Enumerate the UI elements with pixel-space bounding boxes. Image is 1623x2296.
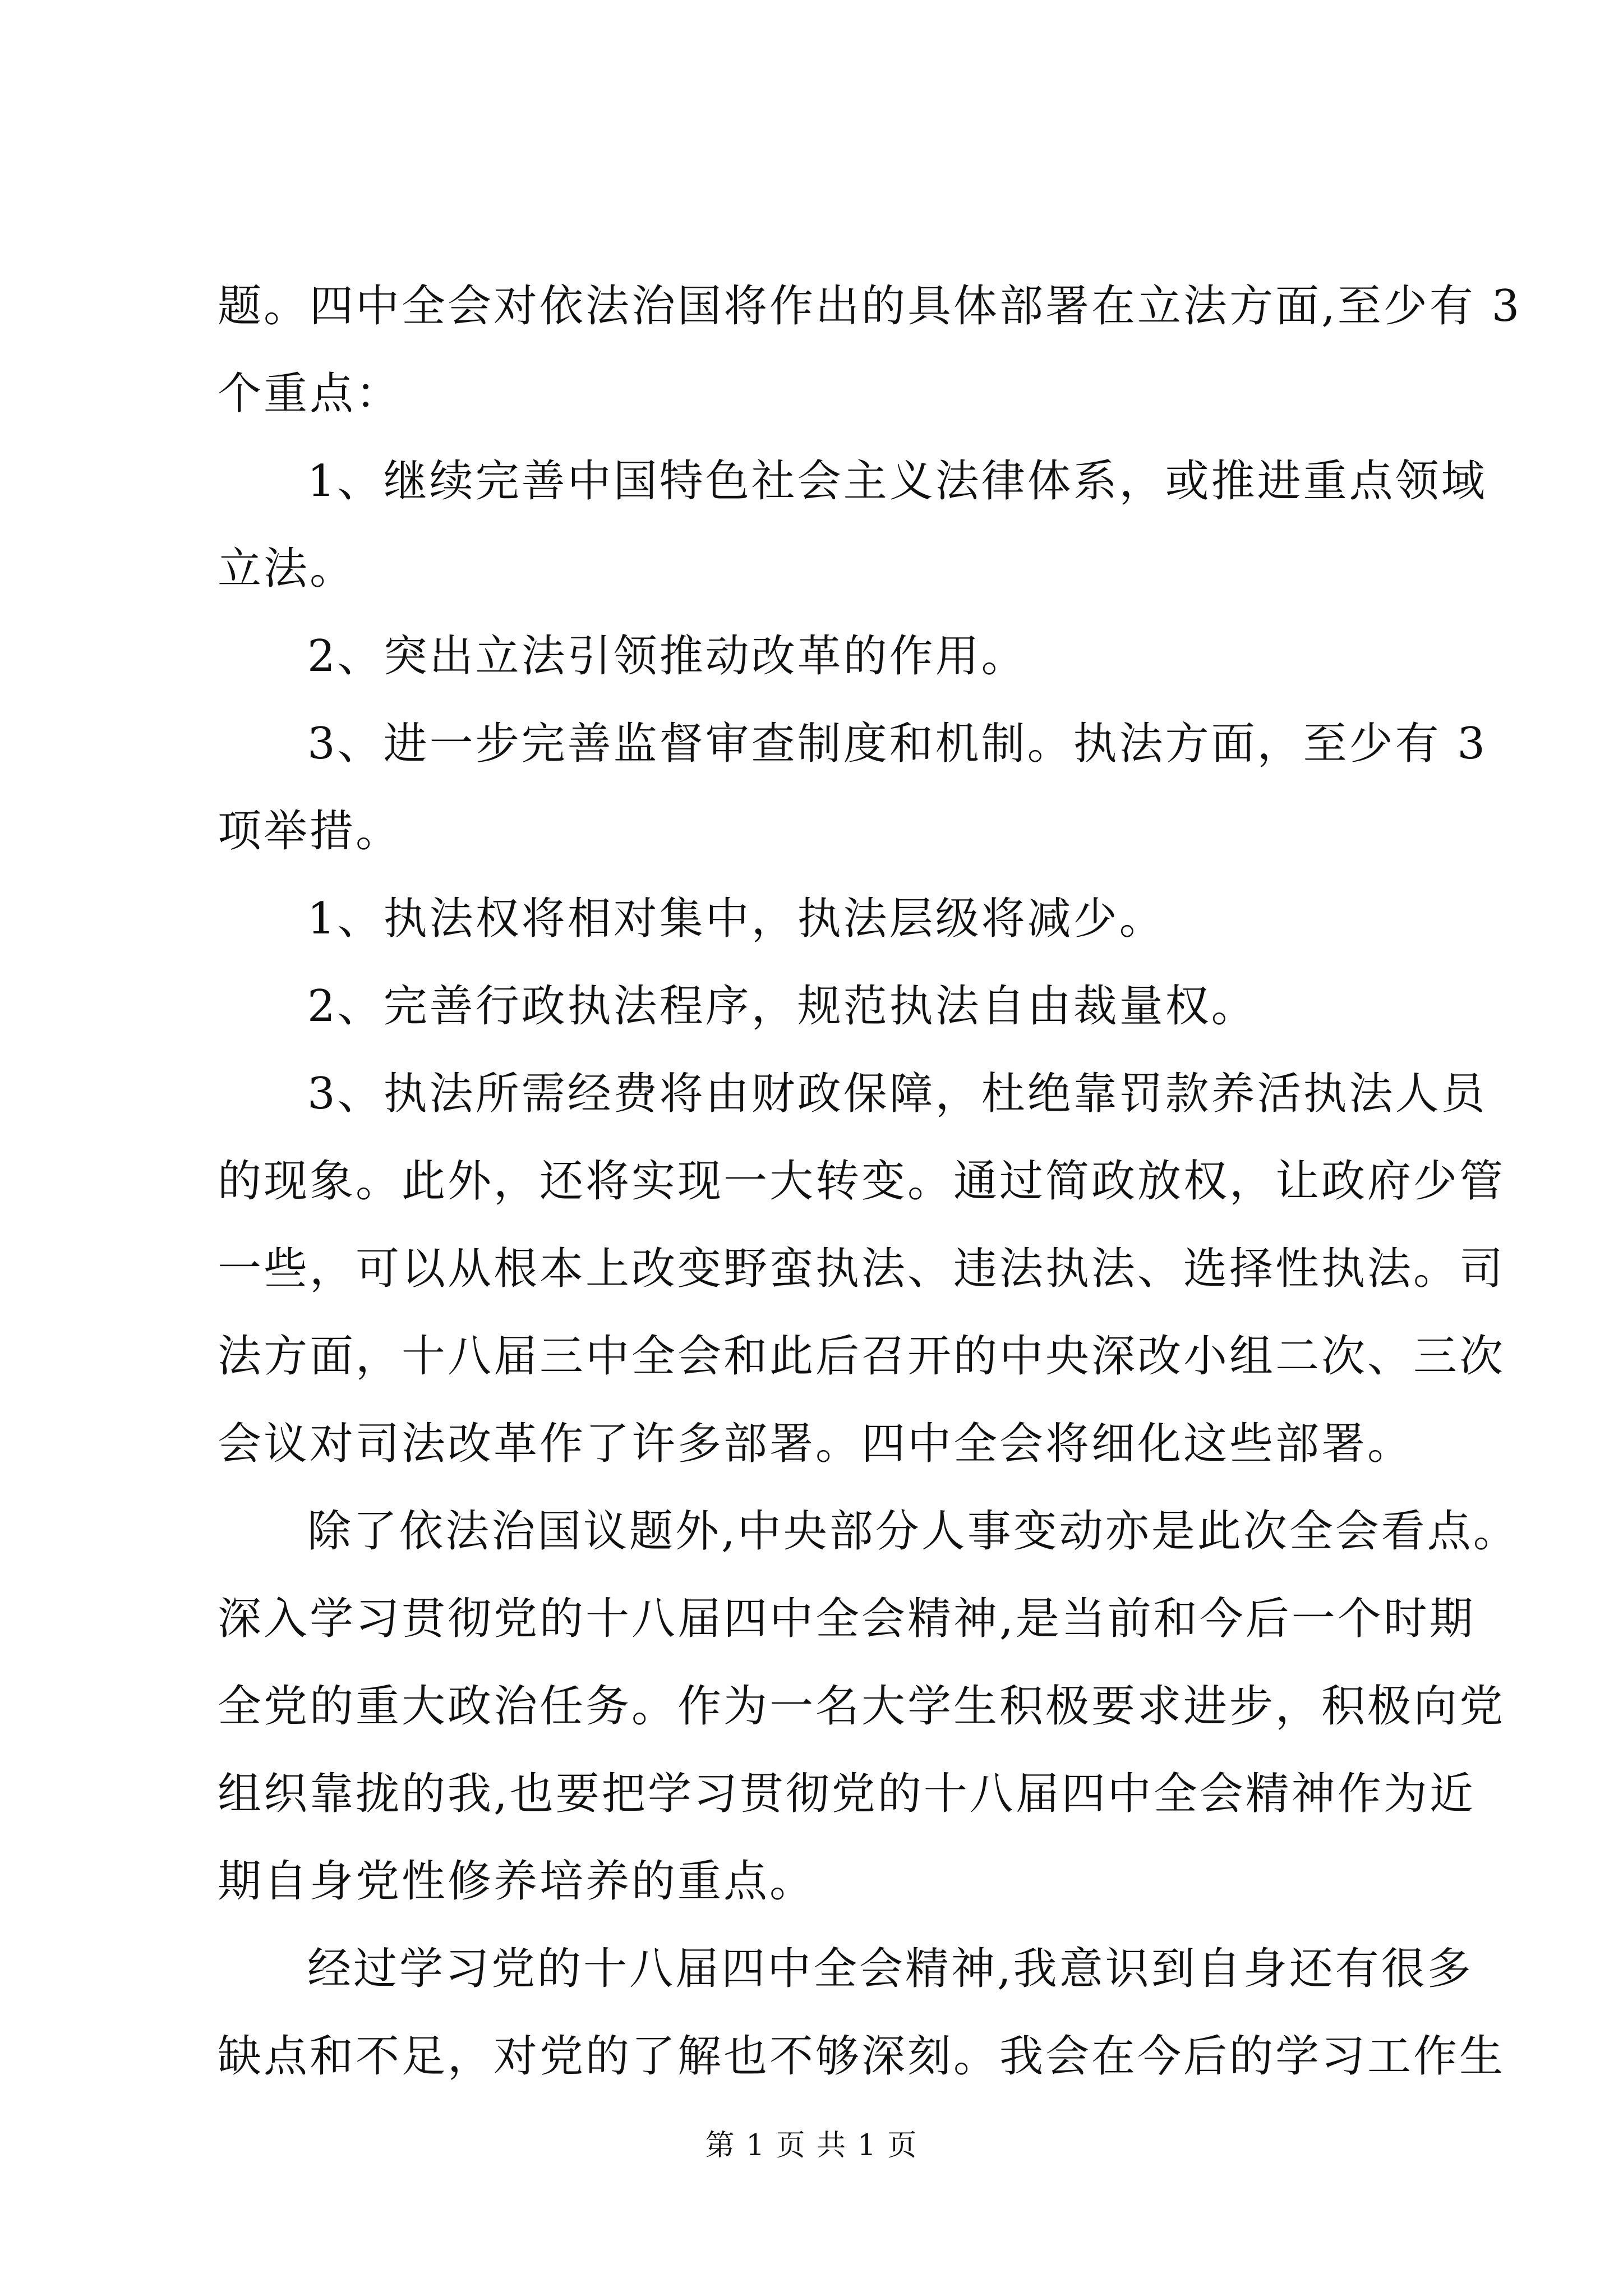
text-line: 1、继续完善中国特色社会主义法律体系，或推进重点领域 (307, 456, 1487, 507)
text-line: 3、进一步完善监督审查制度和机制。执法方面，至少有 3 (307, 719, 1488, 769)
text-line: 全党的重大政治任务。作为一名大学生积极要求进步，积极向党 (218, 1681, 1506, 1732)
text-line: 题。四中全会对依法治国将作出的具体部署在立法方面,至少有 3 (218, 281, 1522, 332)
text-line: 期自身党性修养培养的重点。 (218, 1856, 816, 1907)
text-line: 个重点： (218, 369, 402, 419)
text-line: 立法。 (218, 544, 356, 594)
text-line: 法方面，十八届三中全会和此后召开的中央深改小组二次、三次 (218, 1331, 1506, 1382)
text-line: 缺点和不足，对党的了解也不够深刻。我会在今后的学习工作生 (218, 2031, 1506, 2082)
text-line: 2、突出立法引领推动改革的作用。 (307, 631, 1027, 682)
text-line: 一些，可以从根本上改变野蛮执法、违法执法、选择性执法。司 (218, 1244, 1506, 1294)
text-line: 会议对司法改革作了许多部署。四中全会将细化这些部署。 (218, 1419, 1414, 1469)
text-line: 1、执法权将相对集中，执法层级将减少。 (307, 894, 1165, 944)
text-line: 经过学习党的十八届四中全会精神,我意识到自身还有很多 (307, 1944, 1473, 1994)
text-line: 深入学习贯彻党的十八届四中全会精神,是当前和今后一个时期 (218, 1594, 1476, 1644)
text-line: 的现象。此外，还将实现一大转变。通过简政放权，让政府少管 (218, 1156, 1506, 1207)
document-body (218, 263, 1522, 2100)
text-line: 2、完善行政执法程序，规范执法自由裁量权。 (307, 981, 1257, 1032)
text-line: 除了依法治国议题外,中央部分人事变动亦是此次全会看点。 (307, 1506, 1519, 1557)
page-footer: 第 1 页 共 1 页 (705, 2129, 918, 2162)
text-line: 组织靠拢的我,也要把学习贯彻党的十八届四中全会精神作为近 (218, 1769, 1476, 1819)
text-line: 3、执法所需经费将由财政保障，杜绝靠罚款养活执法人员 (307, 1069, 1487, 1119)
text-line: 项举措。 (218, 806, 402, 857)
